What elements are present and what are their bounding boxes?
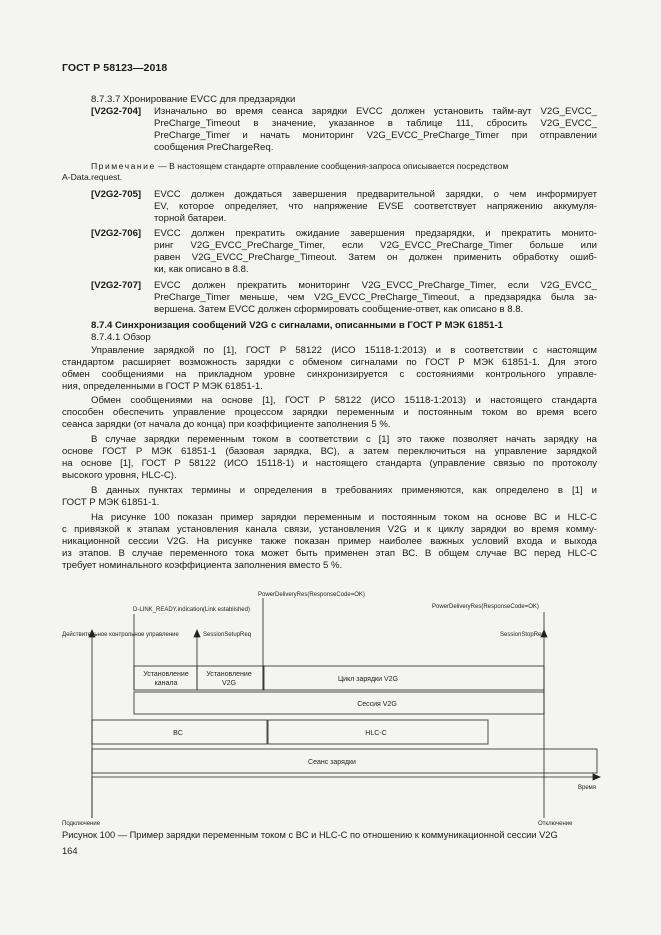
- req-707-line-1: EVCC должен прекратить мониторинг V2G_EVCC_PreCharge_Timer, если V2G_EVCC_: [154, 280, 597, 291]
- req-706-id: [V2G2-706]: [91, 228, 142, 239]
- paragraph-4-line-2: ГОСТ Р МЭК 61851-1.: [62, 497, 160, 508]
- label-channel-1: Установление: [143, 671, 189, 678]
- label-cycle: Цикл зарядки V2G: [338, 676, 398, 683]
- subsection-8741-title: 8.7.4.1 Обзор: [91, 332, 151, 343]
- label-setup-req: SessionSetupReq: [203, 632, 252, 638]
- req-706-line-3: равен V2G_EVCC_PreCharge_Timeout. Затем он должен применить обработку ошиб-: [154, 252, 597, 263]
- req-705-line-2: EV, которое определяет, что напряжение EVSE соответствует напряжению аккумуля-: [154, 201, 597, 212]
- paragraph-5-line-5: требует номинального коэффициента заполнения вместо 5 %.: [62, 560, 343, 571]
- label-charging-session: Сеанс зарядки: [308, 759, 356, 766]
- req-704-line-3: PreCharge_Timer и начать мониторинг V2G_EVCC_PreCharge_Timer при отправлении: [154, 130, 597, 141]
- paragraph-1-line-2: стандартом расширяет возможность зарядки с обменом сигналами по ГОСТ Р МЭК 61851-1. Для этого: [62, 357, 597, 368]
- label-pdr-right: PowerDeliveryRes(ResponseCode=OK): [432, 604, 539, 610]
- note-label: Примечание: [91, 161, 156, 171]
- paragraph-3-line-4: высокого уровня, HLC-C).: [62, 470, 177, 481]
- paragraph-5-line-1: На рисунке 100 показан пример зарядки переменным и постоянным током на основе ВС и HLC-C: [91, 512, 597, 523]
- paragraph-2-line-1: Обмен сообщениями на основе [1], ГОСТ Р 58122 (ИСО 15118-1:2013) и настоящего стандарта: [91, 395, 597, 406]
- page-number: 164: [62, 846, 78, 856]
- paragraph-3-line-3: на основе [1], ГОСТ Р 58122 (ИСО 15118-1) и настоящего стандарта (управление связью по протоколу: [62, 458, 597, 469]
- figure-caption: Рисунок 100 — Пример зарядки переменным током с BC и HLC-C по отношению к коммуникационной сессии V2G: [62, 830, 558, 840]
- req-704-id: [V2G2-704]: [91, 106, 142, 117]
- label-dlink: D-LINK_READY.indication(Link established): [133, 607, 250, 613]
- req-704-line-4: сообщения PreChargeReq.: [154, 142, 274, 153]
- label-time: Время: [578, 785, 597, 791]
- paragraph-5-line-2: с привязкой к этапам установления канала связи, установления V2G и к циклу зарядки во время комму-: [62, 524, 597, 535]
- paragraph-4-line-1: В данных пунктах термины и определения в требованиях применяются, как определено в [1] и: [91, 485, 597, 496]
- paragraph-2-line-3: сеанса зарядки (от начала до конца) при коэффициенте заполнения 5 %.: [62, 419, 391, 430]
- req-707-line-3: вершена. Затем EVCC должен сформировать сообщение-ответ, как описано в 8.8.: [154, 304, 524, 315]
- label-channel-2: канала: [154, 680, 178, 687]
- req-706-line-2: ринг V2G_EVCC_PreCharge_Timer, если V2G_EVCC_PreCharge_Timer больше или: [154, 240, 597, 251]
- arrow-setup-req: [194, 630, 200, 637]
- label-connect: Подключение: [62, 821, 101, 827]
- req-706-line-1: EVCC должен прекратить ожидание завершения предзарядки, и прекратить монито-: [154, 228, 597, 239]
- paragraph-3-line-2: основе ГОСТ Р МЭК 61851-1 (базовая зарядка, ВС), а затем переключиться на управление зарядкой: [62, 446, 597, 457]
- paragraph-5-line-3: никационной сессии V2G. На рисунке также показан пример наиболее важных условий входа и выхода: [62, 536, 597, 547]
- label-session: Сессия V2G: [357, 701, 397, 708]
- label-control: Действительное контрольное управление: [62, 632, 179, 638]
- paragraph-2-line-2: способен обеспечить управление процессом зарядки переменным и постоянным током во время всего: [62, 407, 597, 418]
- label-pdr-top: PowerDeliveryRes(ResponseCode=OK): [258, 592, 365, 598]
- note-line-1: — В настоящем стандарте отправление сообщения-запроса описывается посредством: [155, 161, 509, 171]
- paragraph-1-line-3: обмен сообщениями на прикладном уровне синхронизируется с состояниями контрольного управле-: [62, 369, 597, 380]
- paragraph-1-line-1: Управление зарядкой по [1], ГОСТ Р 58122 (ИСО 15118-1:2013) и в соответствии с настоящим: [91, 345, 597, 356]
- section-874-title: 8.7.4 Синхронизация сообщений V2G с сигналами, описанными в ГОСТ Р МЭК 61851-1: [91, 320, 504, 331]
- label-v2g-setup-1: Установление: [206, 671, 252, 678]
- label-v2g-setup-2: V2G: [221, 680, 237, 687]
- req-704-line-1: Изначально во время сеанса зарядки EVCC должен установить тайм-аут V2G_EVCC_: [154, 106, 597, 117]
- row-session: [134, 692, 544, 714]
- req-707-line-2: PreCharge_Timer меньше, чем V2G_EVCC_PreCharge_Timeout, а предзарядка была за-: [154, 292, 597, 303]
- label-bc: BC: [173, 730, 183, 737]
- row-cycle: [263, 666, 544, 690]
- time-arrow: [593, 774, 600, 780]
- paragraph-3-line-1: В случае зарядки переменным током в соответствии с [1] это также позволяет начать зарядку на: [91, 434, 597, 445]
- req-705-line-3: торной батареи.: [154, 213, 227, 224]
- page-header: ГОСТ Р 58123—2018: [62, 62, 168, 74]
- label-disconnect: Отключение: [538, 821, 573, 827]
- label-hlc: HLC-C: [365, 730, 387, 737]
- label-stop-res: SessionStopRes: [500, 632, 545, 638]
- subsection-8737-title: 8.7.3.7 Хронирование EVCC для предзарядки: [91, 94, 296, 105]
- req-705-line-1: EVCC должен дождаться завершения предварительной зарядки, о чем информирует: [154, 189, 597, 200]
- row-channel: [134, 666, 264, 690]
- req-704-line-2: PreCharge_Timeout в значение, указанное в таблице 111, сбросить V2G_EVCC_: [154, 118, 597, 129]
- req-705-id: [V2G2-705]: [91, 189, 142, 200]
- paragraph-1-line-4: ния, определенными в ГОСТ Р МЭК 61851-1.: [62, 381, 263, 392]
- note-line-2: A-Data.request.: [62, 172, 123, 182]
- paragraph-5-line-4: из этапов. В случае переменного тока может быть применен этап ВС. В общем случае ВС перед HLC-C: [62, 548, 597, 559]
- req-706-line-4: ки, как описано в 8.8.: [154, 264, 249, 275]
- req-707-id: [V2G2-707]: [91, 280, 142, 291]
